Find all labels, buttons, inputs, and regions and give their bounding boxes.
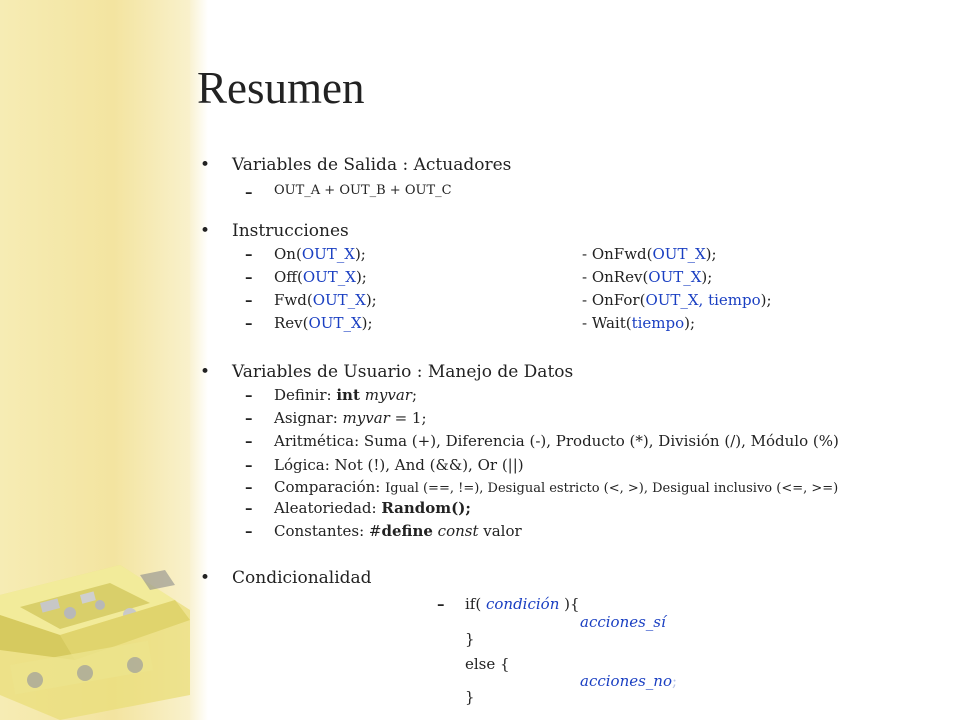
code-if-line: if( condición ){ bbox=[465, 595, 580, 613]
bullet-dot: • bbox=[200, 568, 211, 588]
code-brace-close: } bbox=[465, 630, 475, 648]
section-heading: Variables de Salida : Actuadores bbox=[232, 155, 512, 175]
list-item-right: - OnFor(OUT_X, tiempo); bbox=[582, 291, 772, 309]
section-heading: Condicionalidad bbox=[232, 568, 372, 588]
section-heading: Instrucciones bbox=[232, 221, 349, 241]
list-item-right: - OnFwd(OUT_X); bbox=[582, 245, 717, 263]
bullet-instrucciones bbox=[200, 221, 349, 241]
bullet-dot: • bbox=[200, 221, 211, 241]
code-else-line: else { bbox=[465, 655, 510, 673]
code-acciones-no: acciones_no; bbox=[580, 672, 678, 690]
section-heading: Variables de Usuario : Manejo de Datos bbox=[232, 362, 574, 382]
list-item-right: - OnRev(OUT_X); bbox=[582, 268, 713, 286]
bullet-dot: • bbox=[200, 362, 211, 382]
bullet-variables-usuario bbox=[200, 362, 574, 382]
code-dash: – bbox=[437, 595, 445, 613]
lego-robot-illustration bbox=[0, 555, 190, 720]
bullet-dot: • bbox=[200, 155, 211, 175]
list-item-right: - Wait(tiempo); bbox=[582, 314, 696, 332]
bullet-variables-salida bbox=[200, 155, 512, 175]
code-brace-close-2: } bbox=[465, 688, 475, 706]
code-acciones-si: acciones_sí bbox=[580, 613, 666, 631]
bullet-condicionalidad bbox=[200, 568, 372, 588]
slide-title: Resumen bbox=[197, 63, 365, 113]
